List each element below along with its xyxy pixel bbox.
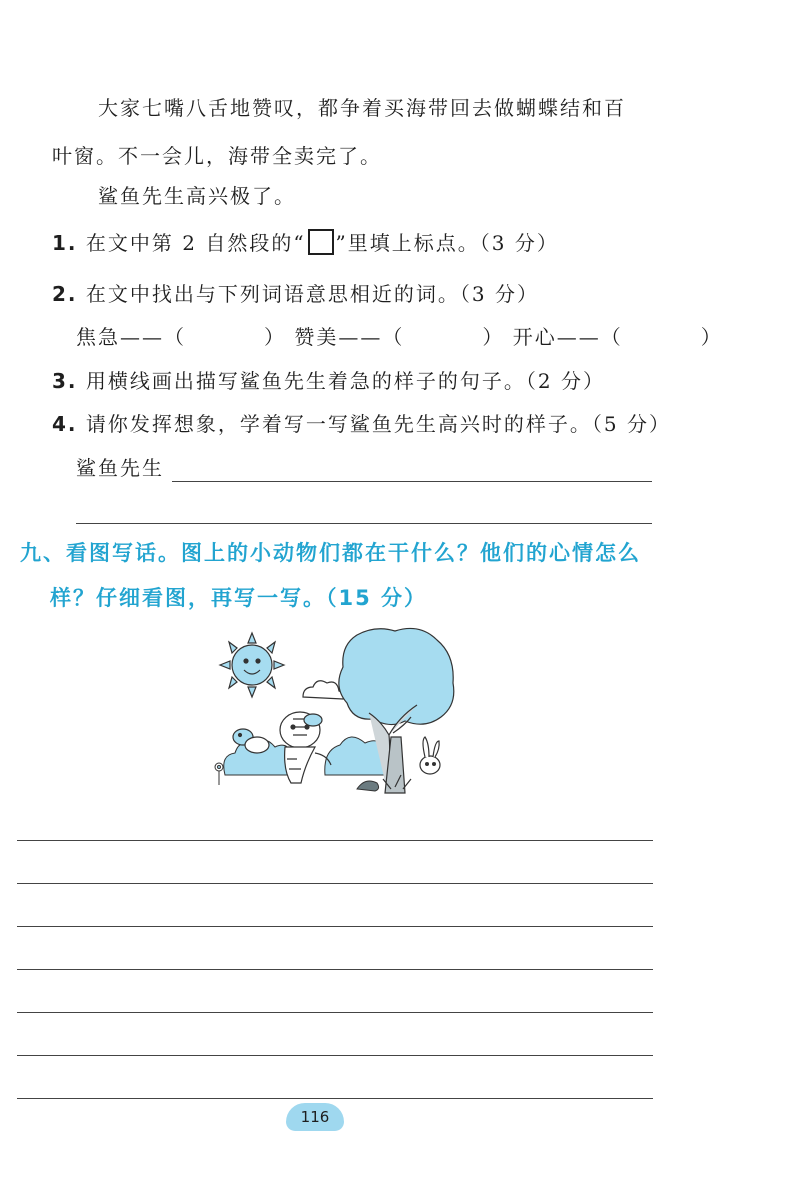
- q4-answer-line-1[interactable]: [172, 481, 652, 482]
- synonym-word-3: 开心——（: [512, 325, 623, 349]
- punctuation-answer-box[interactable]: [308, 229, 334, 255]
- question-4: [52, 410, 671, 438]
- question-3: [52, 367, 605, 395]
- writing-line-4[interactable]: [17, 969, 653, 970]
- writing-line-5[interactable]: [17, 1012, 653, 1013]
- section-9-heading: 九、看图写话。图上的小动物们都在干什么？他们的心情怎么: [20, 541, 641, 565]
- tiger-icon: [280, 712, 331, 783]
- passage-line-3: 鲨鱼先生高兴极了。: [98, 184, 296, 208]
- question-3-text: 用横线画出描写鲨鱼先生着急的样子的句子。（2 分）: [85, 369, 605, 393]
- synonym-word-2: 赞美——（: [294, 325, 405, 349]
- question-2-number: 2.: [52, 282, 78, 306]
- picture-illustration: [205, 625, 460, 800]
- page-number: 116: [286, 1103, 344, 1131]
- question-4-prompt: 鲨鱼先生: [76, 456, 164, 480]
- bunny-icon: [420, 737, 440, 774]
- tortoise-icon: [357, 781, 379, 791]
- sun-icon: [220, 633, 284, 697]
- synonym-close-3: ）: [700, 325, 723, 349]
- writing-line-1[interactable]: [17, 840, 653, 841]
- passage-line-2: 叶窗。不一会儿，海带全卖完了。: [52, 144, 382, 168]
- writing-line-6[interactable]: [17, 1055, 653, 1056]
- synonym-close-2: ）: [482, 325, 505, 349]
- writing-line-7[interactable]: [17, 1098, 653, 1099]
- synonym-word-1: 焦急——（: [76, 325, 186, 349]
- writing-line-2[interactable]: [17, 883, 653, 884]
- section-9-heading-line-2: 样？仔细看图，再写一写。（15 分）: [50, 586, 428, 610]
- question-1-text-before: 在文中第 2 自然段的“: [85, 231, 306, 255]
- passage-line-1: 大家七嘴八舌地赞叹，都争着买海带回去做蝴蝶结和百: [98, 96, 626, 120]
- question-3-number: 3.: [52, 369, 78, 393]
- synonym-row: [76, 323, 723, 351]
- question-2: [52, 280, 539, 308]
- writing-line-3[interactable]: [17, 926, 653, 927]
- cloud-icon: [303, 681, 344, 699]
- flower-icon: [215, 763, 223, 785]
- question-1-text-after: ”里填上标点。（3 分）: [335, 231, 559, 255]
- question-4-text: 请你发挥想象，学着写一写鲨鱼先生高兴时的样子。（5 分）: [85, 412, 671, 436]
- question-1-number: 1.: [52, 231, 78, 255]
- question-4-number: 4.: [52, 412, 78, 436]
- q4-answer-line-2[interactable]: [76, 523, 652, 524]
- question-2-text: 在文中找出与下列词语意思相近的词。（3 分）: [85, 282, 539, 306]
- question-1: [52, 229, 559, 257]
- synonym-close-1: ）: [264, 325, 286, 349]
